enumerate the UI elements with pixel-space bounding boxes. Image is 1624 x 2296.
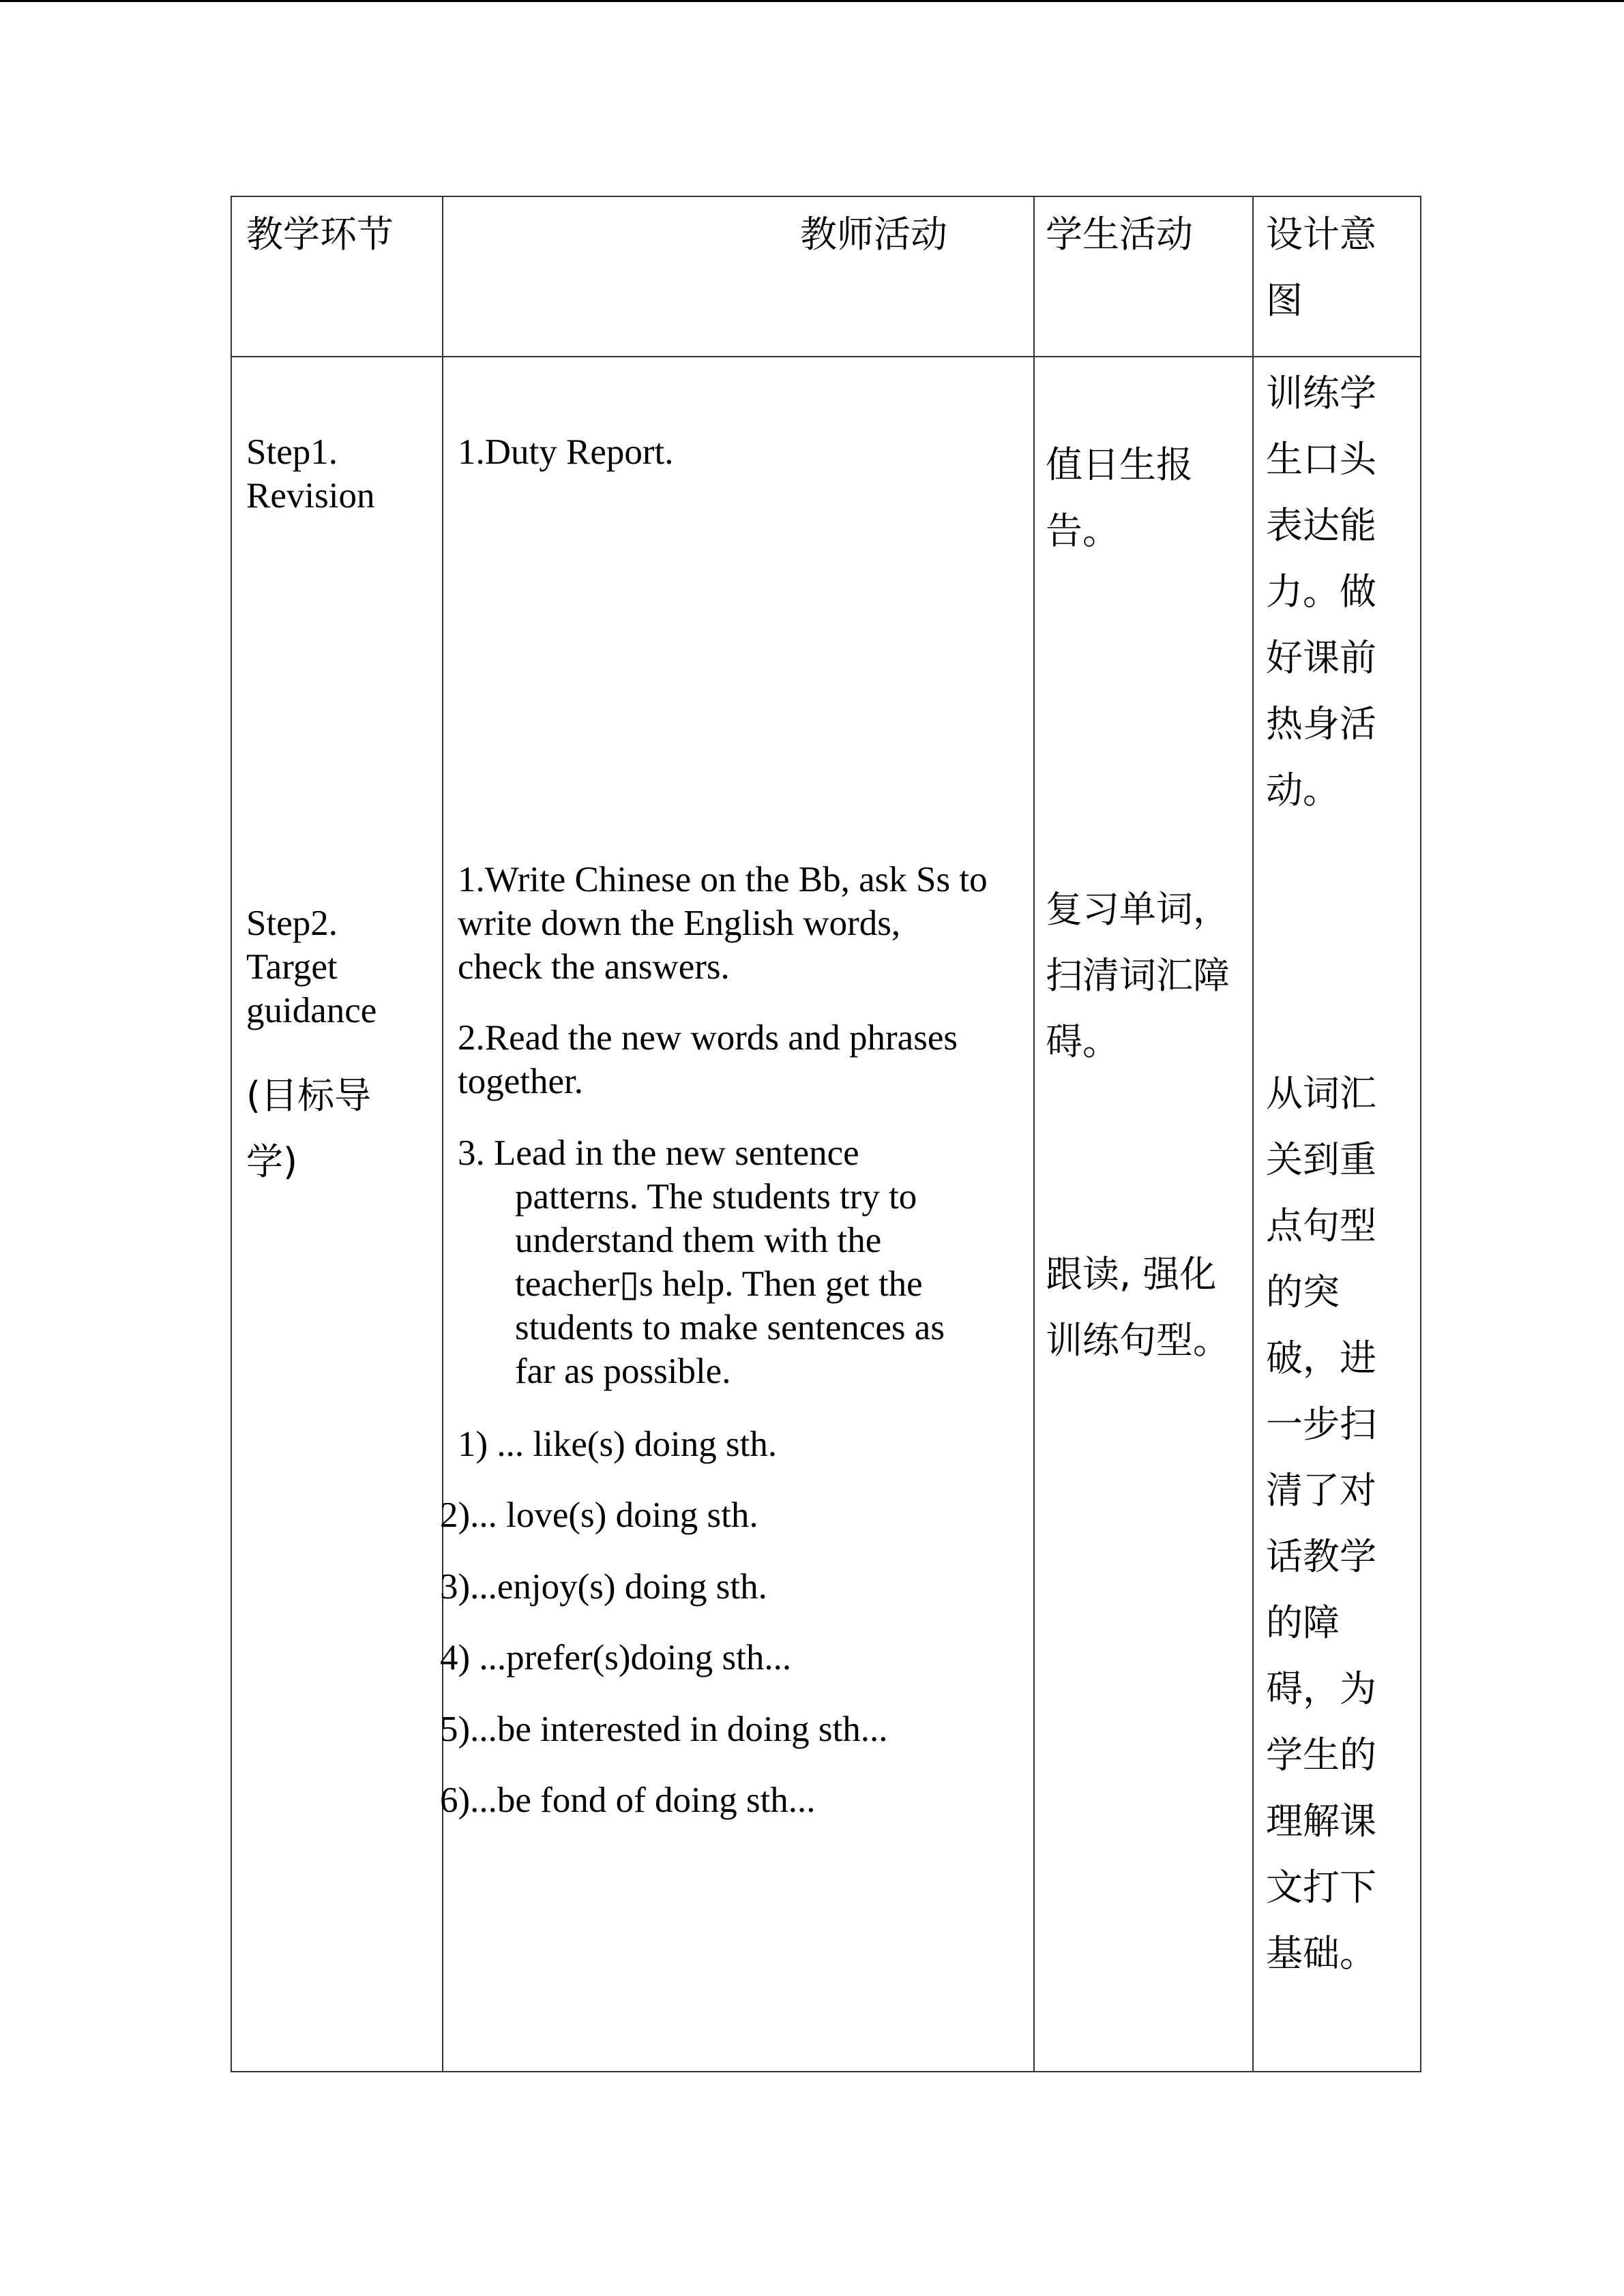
step2-teacher-item: 1.Write Chinese on the Bb, ask Ss to write down the English words, check the answers. [458,860,988,987]
step2-design-intent: 从词汇关到重点句型的突破，进一步扫清了对话教学的障碍，为学生的理解课文打下基础。 [1266,1072,1376,1975]
sentence-pattern: 2)... love(s) doing sth. [440,1495,758,1535]
step2-stage-note: (目标导学) [246,1074,372,1183]
step1-design-intent: 训练学生口头表达能力。做好课前热身活动。 [1266,372,1376,811]
header-stage: 教学环节 [246,213,394,256]
step2-teacher-item-3-lead: 3. Lead in the new sentence [458,1133,859,1173]
sentence-pattern: 5)...be interested in doing sth... [440,1710,888,1749]
header-design-intent: 设计意图 [1266,213,1376,322]
header-teacher-activity: 教师活动 [800,213,947,256]
step2-student-activity-drill: 跟读, 强化训练句型。 [1046,1253,1230,1362]
header-student-activity: 学生活动 [1046,213,1193,256]
sentence-pattern: 4) ...prefer(s)doing sth... [440,1638,792,1678]
sentence-pattern: 3)...enjoy(s) doing sth. [440,1567,767,1607]
column-divider [1033,197,1035,2071]
step2-student-activity-review: 复习单词，扫清词汇障碍。 [1046,888,1230,1063]
step2-teacher-item-3-body: patterns. The students try to understand them with the teacher▯s help. Then get the students to make sentences as far as possible. [515,1177,945,1391]
step1-stage: Step1. Revision [246,432,375,516]
step1-teacher-activity: 1.Duty Report. [458,432,674,472]
step2-stage: Step2. Target guidance [246,904,377,1030]
header-divider [232,356,1420,357]
sentence-pattern: 6)...be fond of doing sth... [440,1780,816,1820]
top-border-line [0,0,1624,2]
step1-student-activity: 值日生报告。 [1046,443,1193,552]
column-divider [1252,197,1254,2071]
step2-teacher-item: 2.Read the new words and phrases together. [458,1018,958,1101]
sentence-pattern: 1) ... like(s) doing sth. [458,1425,778,1464]
